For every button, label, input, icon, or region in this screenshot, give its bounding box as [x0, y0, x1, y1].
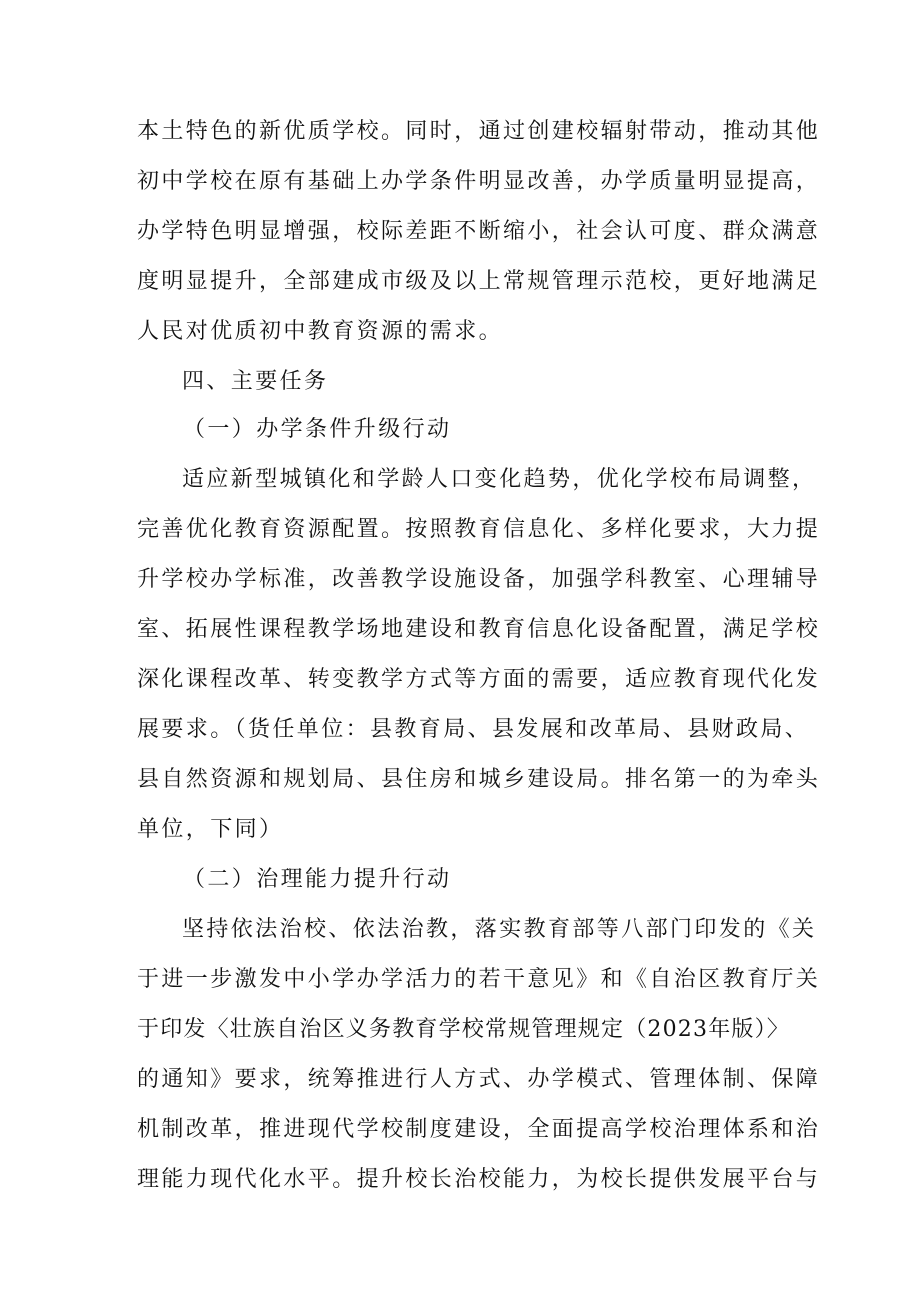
paragraph-line: 度明显提升，全部建成市级及以上常规管理示范校，更好地满足 [137, 269, 821, 294]
paragraph-line: 理能力现代化水平。提升校长治校能力，为校长提供发展平台与 [137, 1167, 821, 1192]
paragraph-line: 人民对优质初中教育资源的需求。 [137, 319, 504, 344]
subsection-heading: （二）治理能力提升行动 [183, 867, 452, 892]
paragraph-line: 本土特色的新优质学校。同时，通过创建校辐射带动，推动其他 [137, 119, 821, 144]
paragraph-line: 适应新型城镇化和学龄人口变化趋势，优化学校布局调整， [182, 467, 817, 492]
paragraph-line: 于印发〈壮族自治区义务教育学校常规管理规定（2023年版）〉 [137, 1017, 790, 1042]
paragraph-line: 坚持依法治校、依法治教，落实教育部等八部门印发的《关 [182, 917, 817, 942]
paragraph-line: 机制改革，推进现代学校制度建设，全面提高学校治理体系和治 [137, 1117, 821, 1142]
paragraph-line: 展要求。（货任单位：县教育局、县发展和改革局、县财政局、 [137, 717, 810, 742]
subsection-heading: （一）办学条件升级行动 [183, 417, 452, 442]
paragraph-line: 于进一步激发中小学办学活力的若干意见》和《自治区教育厅关 [137, 967, 821, 992]
section-heading: 四、主要任务 [182, 369, 329, 394]
paragraph-line: 初中学校在原有基础上办学条件明显改善，办学质量明显提高， [137, 169, 821, 194]
paragraph-line: 单位，下同） [137, 817, 284, 842]
paragraph-line: 县自然资源和规划局、县住房和城乡建设局。排名第一的为牵头 [137, 767, 821, 792]
paragraph-line: 深化课程改革、转变教学方式等方面的需要，适应教育现代化发 [137, 667, 821, 692]
paragraph-line: 室、拓展性课程教学场地建设和教育信息化设备配置，满足学校 [137, 617, 821, 642]
paragraph-line: 办学特色明显增强，校际差距不断缩小，社会认可度、群众满意 [137, 219, 821, 244]
paragraph-line: 升学校办学标准，改善教学设施设备，加强学科教室、心理辅导 [137, 567, 821, 592]
paragraph-line: 的通知》要求，统筹推进行人方式、办学模式、管理体制、保障 [137, 1067, 821, 1092]
paragraph-line: 完善优化教育资源配置。按照教育信息化、多样化要求，大力提 [137, 517, 821, 542]
